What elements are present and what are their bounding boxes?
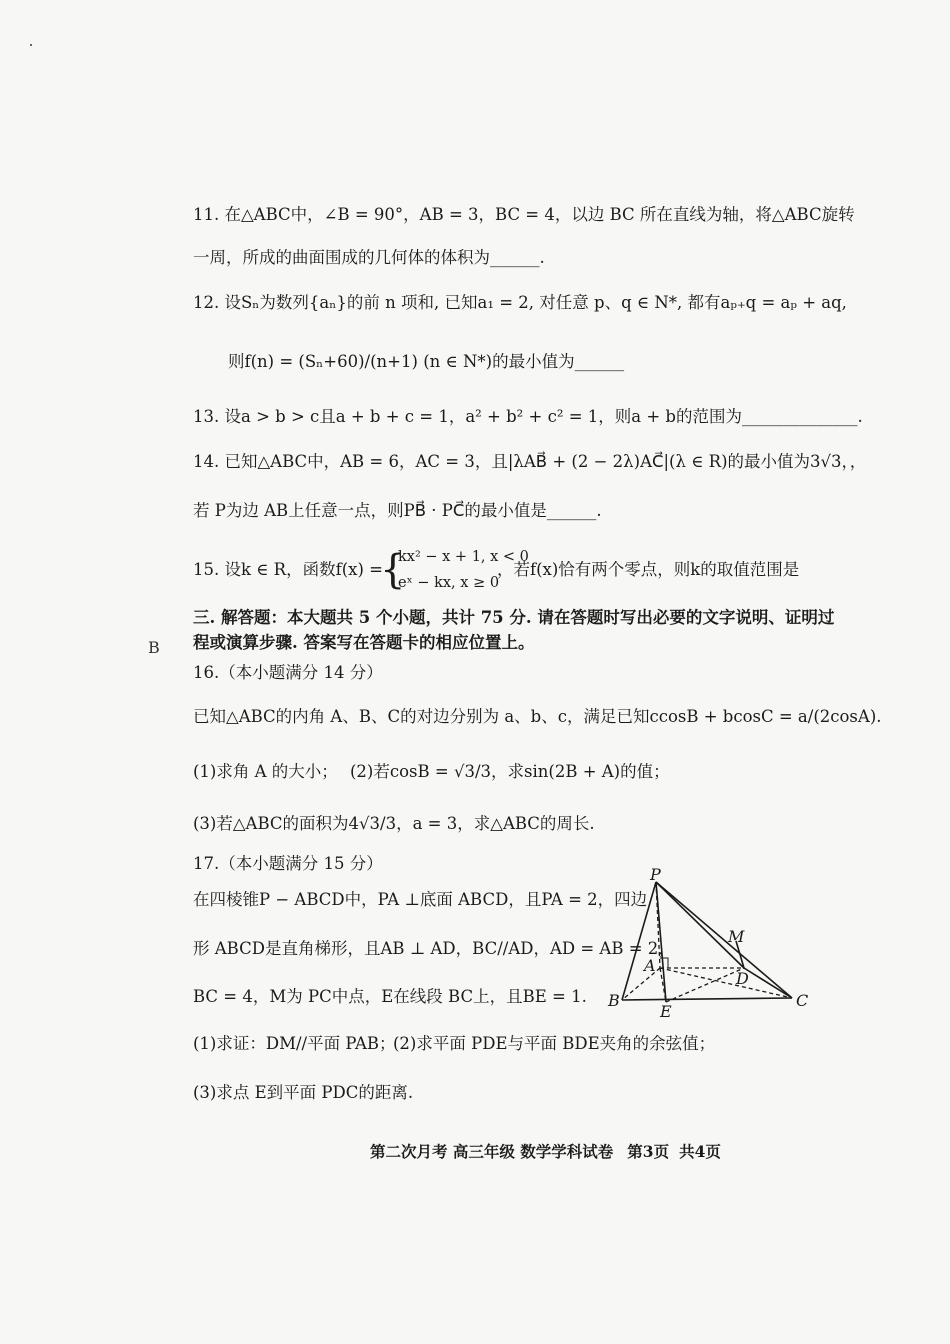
edge-BC: [622, 998, 792, 1000]
problem-15-brace: {: [380, 547, 406, 593]
footer-total-pages: 共4页: [679, 1142, 721, 1161]
section-3-heading-line-2: 程或演算步骤. 答案写在答题卡的相应位置上。: [193, 633, 535, 652]
problem-15-suffix: ，若f(x)恰有两个零点，则k的取值范围是: [497, 560, 800, 579]
problem-17-question-2: (2)求平面 PDE与平面 BDE夹角的余弦值；: [393, 1034, 716, 1053]
label-M: M: [728, 927, 745, 946]
problem-12-line-1: 12. 设Sₙ为数列{aₙ}的前 n 项和, 已知a₁ = 2, 对任意 p、q ∈ N*, 都有aₚ₊q = aₚ + aq,: [193, 293, 847, 312]
problem-17-header: 17.（本小题满分 15 分）: [193, 854, 383, 873]
label-P: P: [650, 868, 661, 884]
problem-17-stem-1: 在四棱锥P − ABCD中，PA ⊥底面 ABCD，且PA = 2，四边: [193, 890, 648, 909]
problem-11-line-1: 11. 在△ABC中，∠B = 90°，AB = 3，BC = 4，以边 BC 所在直线为轴，将△ABC旋转: [193, 205, 855, 224]
problem-16-question-1: (1)求角 A 的大小；: [193, 762, 338, 781]
problem-15-case-1: kx² − x + 1, x < 0: [398, 549, 529, 565]
problem-16-question-2: (2)若cosB = √3/3，求sin(2B + A)的值；: [350, 762, 670, 781]
problem-14-line-2: 若 P为边 AB上任意一点，则PB⃗ · PC⃗的最小值是______.: [193, 501, 602, 520]
problem-17-question-3: (3)求点 E到平面 PDC的距离.: [193, 1083, 414, 1102]
section-3-heading-line-1: 三. 解答题：本大题共 5 个小题，共计 75 分. 请在答题时写出必要的文字说明、证明过: [193, 608, 835, 627]
problem-16-stem: 已知△ABC的内角 A、B、C的对边分别为 a、b、c，满足已知ccosB + bcosC = a/(2cosA).: [193, 707, 882, 726]
problem-17-question-1: (1)求证：DM//平面 PAB；: [193, 1034, 396, 1053]
right-angle-mark: [660, 958, 668, 968]
footer-exam-title: 第二次月考 高三年级 数学学科试卷: [370, 1142, 614, 1161]
problem-17-stem-3: BC = 4，M为 PC中点，E在线段 BC上，且BE = 1.: [193, 987, 587, 1006]
edge-PC: [656, 882, 792, 998]
edge-PD: [656, 882, 744, 968]
problem-13-line-1: 13. 设a > b > c且a + b + c = 1，a² + b² + c² = 1，则a + b的范围为______________.: [193, 407, 863, 426]
margin-mark: B: [148, 638, 160, 657]
label-B: B: [608, 991, 620, 1010]
problem-15-case-2: eˣ − kx, x ≥ 0: [398, 575, 500, 591]
problem-16-question-3: (3)若△ABC的面积为4√3/3，a = 3，求△ABC的周长.: [193, 814, 595, 833]
problem-12-line-2: 则f(n) = (Sₙ+60)/(n+1) (n ∈ N*)的最小值为______: [228, 352, 625, 371]
label-A: A: [644, 956, 656, 975]
problem-15-prefix: 15. 设k ∈ R，函数f(x) =: [193, 560, 383, 579]
edge-ED: [666, 968, 744, 1002]
label-D: D: [736, 969, 749, 988]
footer-page-number: 第3页: [627, 1142, 670, 1161]
edge-AC: [660, 968, 792, 998]
edge-PE: [656, 882, 666, 1002]
problem-11-line-2: 一周，所成的曲面围成的几何体的体积为______.: [193, 248, 545, 267]
label-E: E: [660, 1002, 672, 1020]
problem-17-stem-2: 形 ABCD是直角梯形，且AB ⊥ AD，BC//AD，AD = AB = 2，: [193, 939, 675, 958]
problem-16-header: 16.（本小题满分 14 分）: [193, 663, 383, 682]
edge-DC: [744, 968, 792, 998]
page-footer: [370, 1140, 721, 1162]
scan-speck: [30, 44, 32, 46]
pyramid-figure: [602, 868, 816, 1020]
label-C: C: [796, 991, 809, 1010]
edge-PB: [622, 882, 656, 1000]
problem-14-line-1: 14. 已知△ABC中，AB = 6，AC = 3，且|λAB⃗ + (2 − 2λ)AC⃗|(λ ∈ R)的最小值为3√3，，: [193, 452, 867, 471]
